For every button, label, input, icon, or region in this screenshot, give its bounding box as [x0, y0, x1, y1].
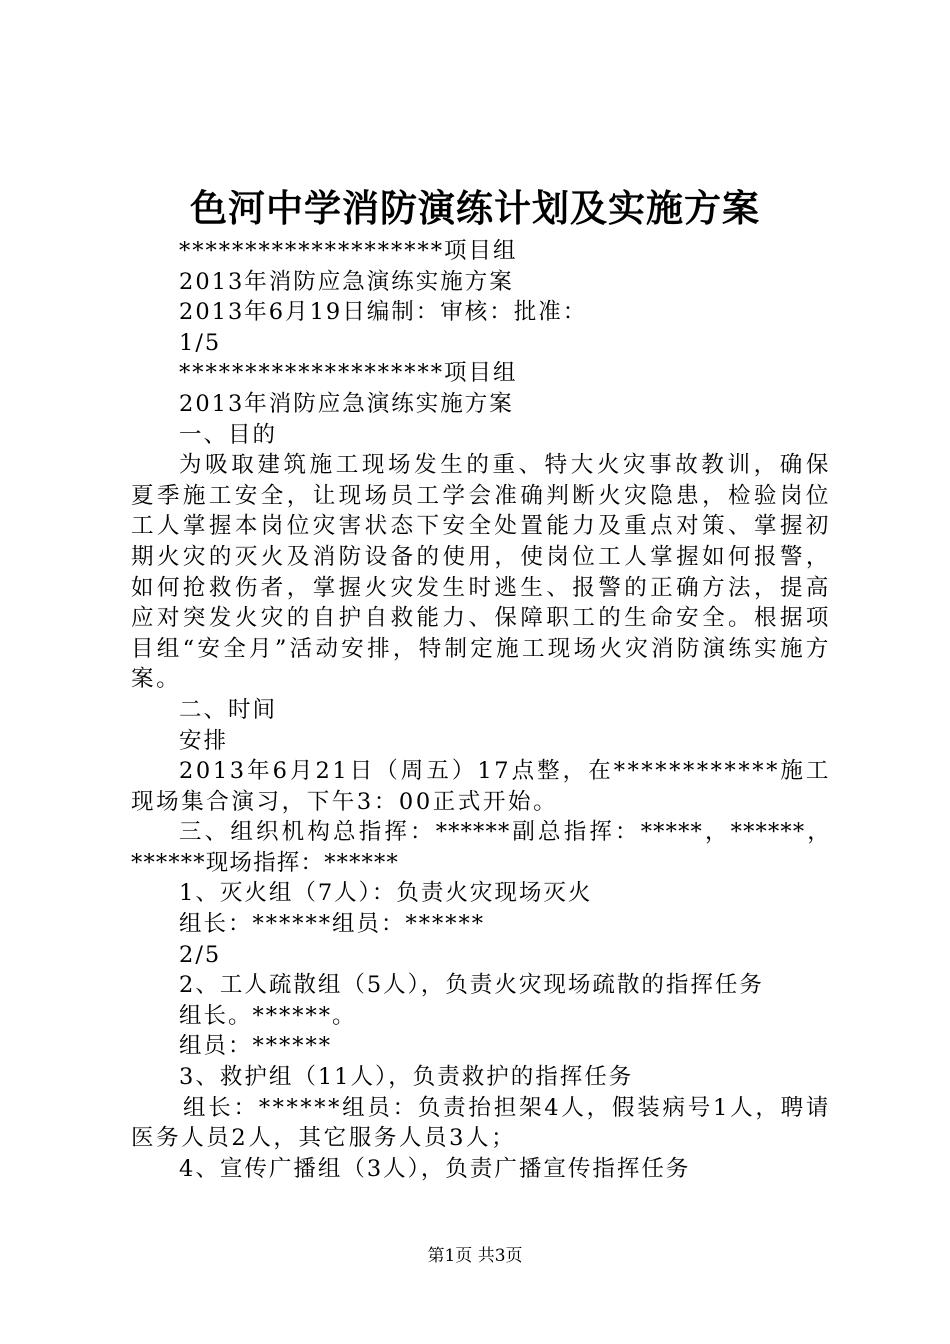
list-item: 组长：******组员：******	[179, 911, 486, 938]
organization-paragraph: 三、组织机构总指挥：******副总指挥：*****，******，******现场指挥：******	[131, 819, 831, 876]
project-group-line: ********************项目组	[179, 360, 518, 387]
document-title: 色河中学消防演练计划及实施方案	[190, 186, 760, 230]
purpose-paragraph: 为吸取建筑施工现场发生的重、特大火灾事故教训，确保夏季施工安全，让现场员工学会准确判断火灾隐患，检验岗位工人掌握本岗位灾害状态下安全处置能力及重点对策、掌握初期火灾的灭火及消防设备的使用，使岗位工人掌握如何报警，如何抢救伤者，掌握火灾发生时逃生、报警的正确方法，提高应对突发火灾的自护自救能力、保障职工的生命安全。根据项目组“安全月”活动安排，特制定施工现场火灾消防演练实施方案。	[131, 452, 831, 693]
rescue-members-paragraph: 组长：******组员：负责抬担架4人，假装病号1人，聘请医务人员2人，其它服务人员3人；	[131, 1094, 831, 1152]
date-approval-line: 2013年6月19日编制：审核：批准：	[179, 299, 588, 326]
project-group-line: ********************项目组	[179, 238, 518, 264]
document-body	[131, 236, 831, 1184]
list-item: 组长。******。	[179, 1002, 357, 1029]
section-heading: 二、时间	[179, 696, 278, 723]
list-item: 2、工人疏散组（5人），负责火灾现场疏散的指挥任务	[179, 972, 764, 999]
page-footer: 第1页 共3页	[427, 1246, 523, 1266]
time-paragraph: 2013年6月21日（周五）17点整，在************施工现场集合演习，下午3：00正式开始。	[131, 758, 831, 815]
paragraph-line: 安排	[179, 727, 229, 754]
page-marker: 1/5	[179, 329, 222, 356]
page-marker: 2/5	[179, 941, 222, 968]
list-item: 组员：******	[179, 1033, 333, 1060]
plan-name-line: 2013年消防应急演练实施方案	[179, 268, 514, 295]
plan-name-line: 2013年消防应急演练实施方案	[179, 390, 514, 417]
list-item: 1、灭火组（7人）：负责火灾现场灭火	[179, 880, 593, 907]
list-item: 3、救护组（11人），负责救护的指挥任务	[179, 1064, 634, 1091]
section-heading: 一、目的	[179, 421, 278, 448]
list-item: 4、宣传广播组（3人），负责广播宣传指挥任务	[179, 1155, 691, 1182]
